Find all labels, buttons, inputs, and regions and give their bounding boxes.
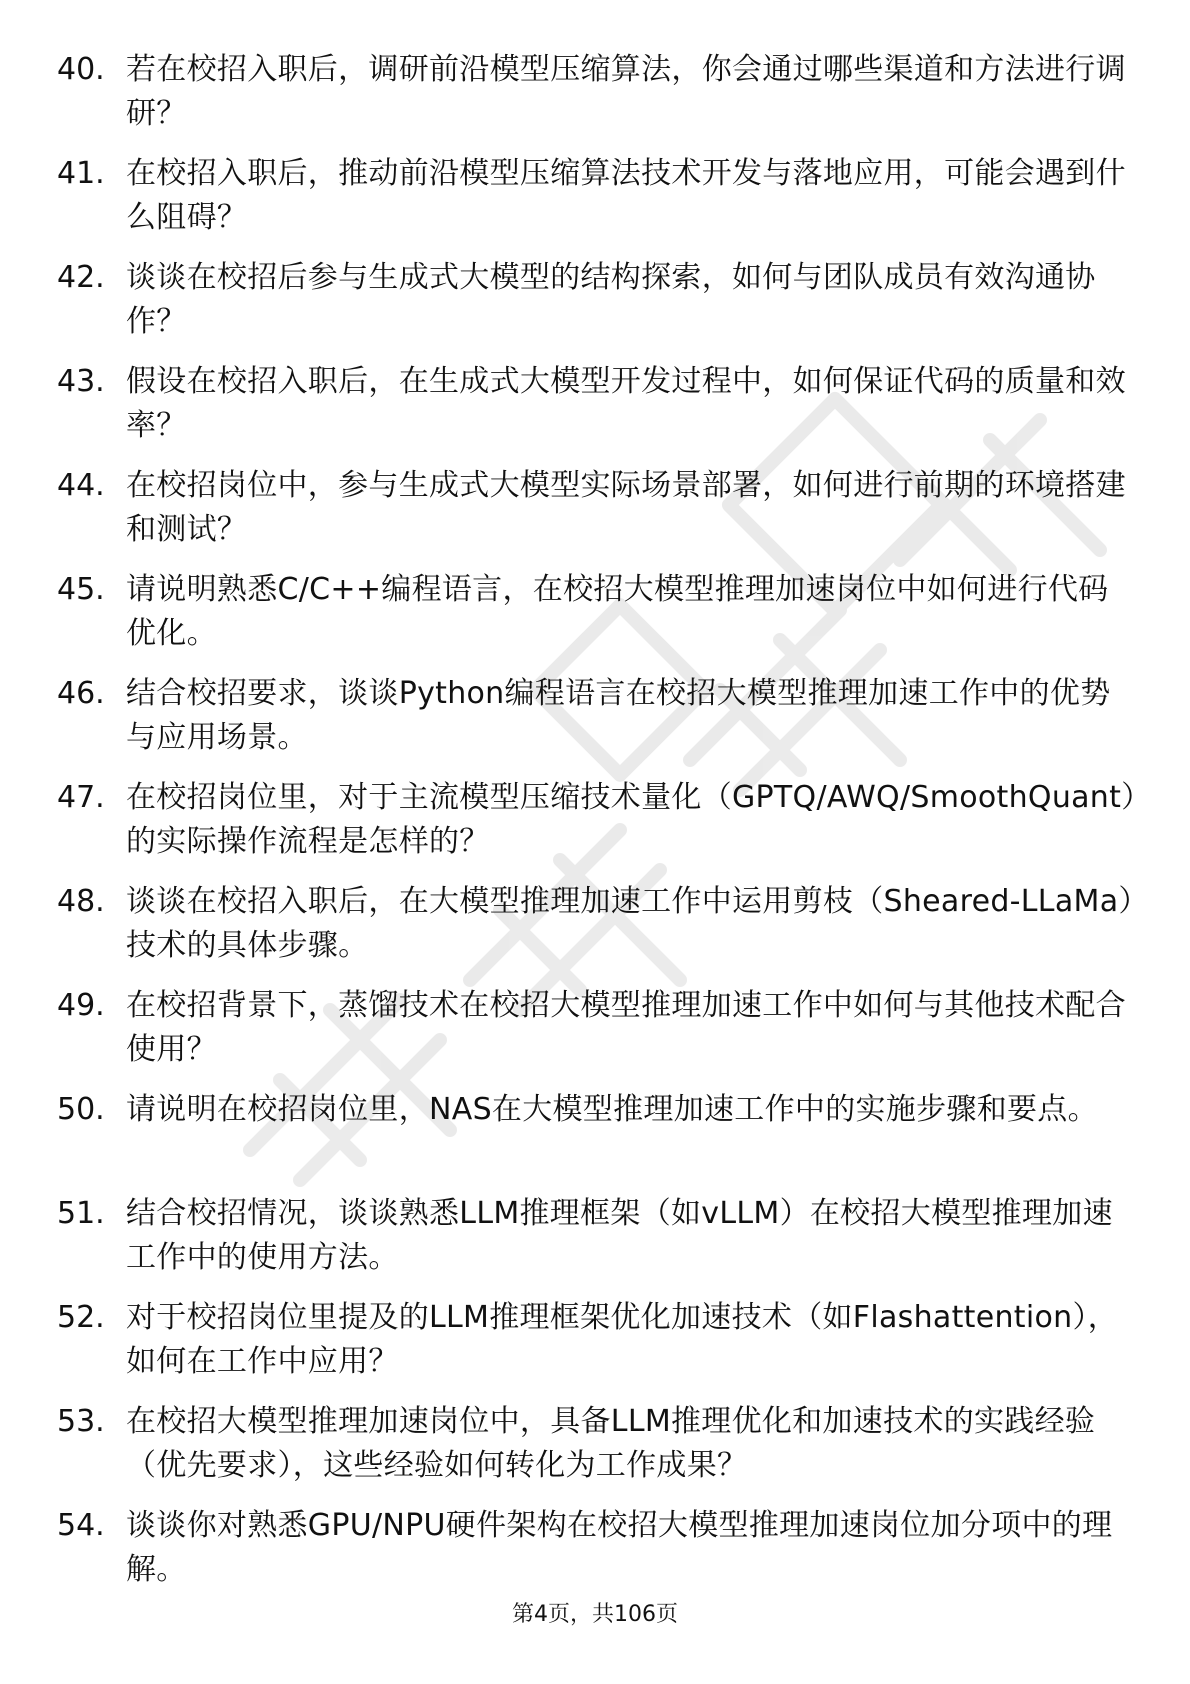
question-number: 45.	[57, 572, 105, 607]
list-item	[57, 152, 1137, 256]
question-number: 44.	[57, 468, 105, 503]
page-number: 第4页，共106页	[512, 1602, 678, 1627]
list-item	[57, 360, 1137, 464]
question-number: 49.	[57, 988, 105, 1023]
question-number: 54.	[57, 1508, 105, 1543]
question-text: 谈谈你对熟悉GPU/NPU硬件架构在校招大模型推理加速岗位加分项中的理解。	[126, 1508, 1113, 1587]
question-number: 47.	[57, 780, 105, 815]
list-item	[57, 672, 1137, 776]
question-number: 53.	[57, 1404, 105, 1439]
list-item	[57, 1296, 1137, 1400]
list-item	[57, 1192, 1137, 1296]
question-text: 若在校招入职后，调研前沿模型压缩算法，你会通过哪些渠道和方法进行调研？	[126, 52, 1126, 131]
question-number: 43.	[57, 364, 105, 399]
list-item	[57, 776, 1137, 880]
question-text: 结合校招要求，谈谈Python编程语言在校招大模型推理加速工作中的优势与应用场景。	[126, 676, 1111, 755]
question-text: 在校招岗位中，参与生成式大模型实际场景部署，如何进行前期的环境搭建和测试？	[126, 468, 1126, 547]
list-item	[57, 1400, 1137, 1504]
list-item	[57, 880, 1137, 984]
question-number: 42.	[57, 260, 105, 295]
question-text: 请说明熟悉C/C++编程语言，在校招大模型推理加速岗位中如何进行代码优化。	[126, 572, 1109, 651]
question-number: 50.	[57, 1092, 105, 1127]
question-text: 结合校招情况，谈谈熟悉LLM推理框架（如vLLM）在校招大模型推理加速工作中的使用方法。	[126, 1196, 1113, 1275]
question-text: 谈谈在校招入职后，在大模型推理加速工作中运用剪枝（Sheared-LLaMa）技术的具体步骤。	[126, 884, 1134, 963]
question-text: 假设在校招入职后，在生成式大模型开发过程中，如何保证代码的质量和效率？	[126, 364, 1126, 443]
list-item	[57, 464, 1137, 568]
list-item	[57, 256, 1137, 360]
page-footer	[0, 1600, 1190, 1630]
question-number: 52.	[57, 1300, 105, 1335]
question-list	[57, 48, 1137, 1608]
question-text: 在校招大模型推理加速岗位中，具备LLM推理优化和加速技术的实践经验（优先要求），这些经验如何转化为工作成果？	[126, 1404, 1096, 1483]
question-text: 对于校招岗位里提及的LLM推理框架优化加速技术（如Flashattention），如何在工作中应用？	[126, 1300, 1119, 1379]
list-item	[57, 48, 1137, 152]
question-number: 41.	[57, 156, 105, 191]
question-text: 在校招背景下，蒸馏技术在校招大模型推理加速工作中如何与其他技术配合使用？	[126, 988, 1126, 1067]
list-item	[57, 1088, 1137, 1192]
list-item	[57, 1504, 1137, 1608]
question-text: 在校招岗位里，对于主流模型压缩技术量化（GPTQ/AWQ/SmoothQuant）的实际操作流程是怎样的？	[126, 780, 1137, 859]
question-number: 46.	[57, 676, 105, 711]
question-text: 在校招入职后，推动前沿模型压缩算法技术开发与落地应用，可能会遇到什么阻碍？	[126, 156, 1126, 235]
question-text: 请说明在校招岗位里，NAS在大模型推理加速工作中的实施步骤和要点。	[126, 1092, 1098, 1127]
question-number: 48.	[57, 884, 105, 919]
question-number: 40.	[57, 52, 105, 87]
question-text: 谈谈在校招后参与生成式大模型的结构探索，如何与团队成员有效沟通协作？	[126, 260, 1096, 339]
question-number: 51.	[57, 1196, 105, 1231]
list-item	[57, 984, 1137, 1088]
list-item	[57, 568, 1137, 672]
